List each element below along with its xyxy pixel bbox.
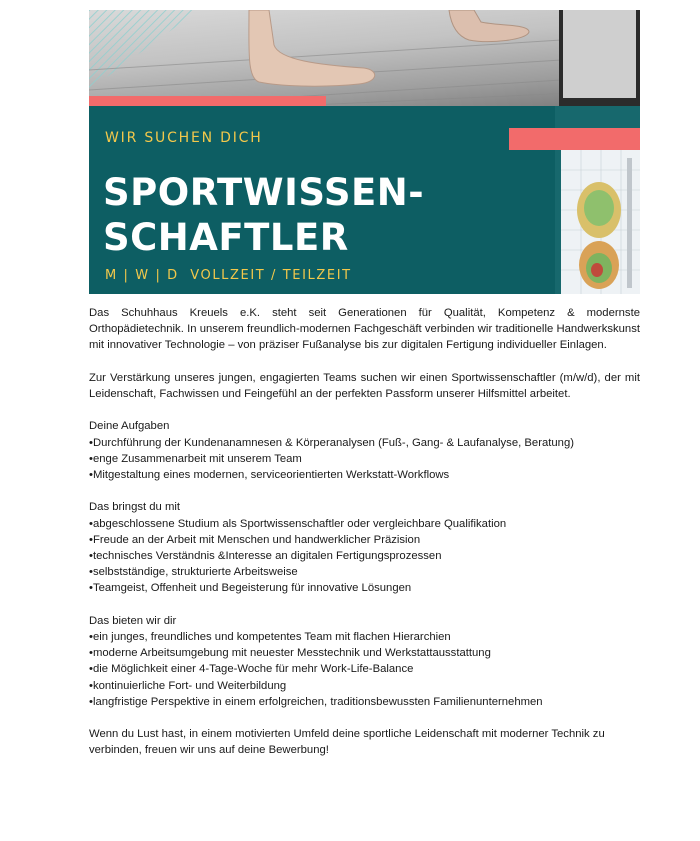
job-description bbox=[89, 305, 640, 759]
feet-photo bbox=[89, 10, 640, 106]
list-item: • moderne Arbeitsumgebung mit neuester Messtechnik und Werkstattausstattung bbox=[89, 645, 640, 661]
list-item: • Freude an der Arbeit mit Menschen und handwerklicher Präzision bbox=[89, 532, 640, 548]
job-title bbox=[103, 170, 424, 260]
section-heading: Das bieten wir dir bbox=[89, 614, 177, 627]
employment-type: M | W | D VOLLZEIT / TEILZEIT bbox=[105, 268, 352, 283]
section-benefits bbox=[89, 613, 640, 710]
job-title-line-1: SPORTWISSEN- bbox=[103, 171, 425, 214]
list-item: • selbstständige, strukturierte Arbeitsweise bbox=[89, 564, 640, 580]
header-subtitle: WIR SUCHEN DICH bbox=[105, 130, 263, 146]
list-item: • langfristige Perspektive in einem erfolgreichen, traditionsbewussten Familienunternehmen bbox=[89, 694, 640, 710]
closing-paragraph: Wenn du Lust hast, in einem motivierten Umfeld deine sportliche Leidenschaft mit moderner Technik zu verbinden, freuen wir uns auf deine Bewerbung! bbox=[89, 728, 605, 757]
list-item: • enge Zusammenarbeit mit unserem Team bbox=[89, 451, 640, 467]
section-requirements bbox=[89, 499, 640, 596]
accent-bar-right bbox=[509, 128, 640, 150]
job-title-line-2: SCHAFTLER bbox=[103, 216, 349, 259]
list-item: • ein junges, freundliches und kompetentes Team mit flachen Hierarchien bbox=[89, 629, 640, 645]
list-item: • Mitgestaltung eines modernen, serviceorientierten Werkstatt-Workflows bbox=[89, 467, 640, 483]
intro-paragraph-2: Zur Verstärkung unseres jungen, engagierten Teams suchen wir einen Sportwissenschaftler (m/w/d), der mit Leidenschaft, Fachwissen und Feingefühl an der perfekten Passform unserer Hilfsmittel arbeitet. bbox=[89, 371, 640, 400]
section-heading: Das bringst du mit bbox=[89, 501, 181, 514]
intro-paragraph-1: Das Schuhhaus Kreuels e.K. steht seit Generationen für Qualität, Kompetenz & modernste Orthopädietechnik. In unserem freundlich-modernen Fachgeschäft verbinden wir traditionelle Handwerkskunst mit innovativer Technologie – von präziser Fußanalyse bis zur digitalen Fertigung individueller Einlagen. bbox=[89, 307, 640, 352]
list-item: • abgeschlossene Studium als Sportwissenschaftler oder vergleichbare Qualifikation bbox=[89, 516, 640, 532]
foot-pressure-scan bbox=[561, 150, 640, 294]
list-item: • Durchführung der Kundenanamnesen & Körperanalysen (Fuß-, Gang- & Laufanalyse, Beratung) bbox=[89, 435, 640, 451]
list-item: • technisches Verständnis &Interesse an digitalen Fertigungsprozessen bbox=[89, 548, 640, 564]
list-item: • die Möglichkeit einer 4-Tage-Woche für mehr Work-Life-Balance bbox=[89, 661, 640, 677]
section-tasks bbox=[89, 418, 640, 483]
feet-illustration bbox=[89, 10, 640, 106]
list-item: • kontinuierliche Fort- und Weiterbildung bbox=[89, 678, 640, 694]
list-item: • Teamgeist, Offenheit und Begeisterung für innovative Lösungen bbox=[89, 580, 640, 596]
section-heading: Deine Aufgaben bbox=[89, 420, 170, 433]
